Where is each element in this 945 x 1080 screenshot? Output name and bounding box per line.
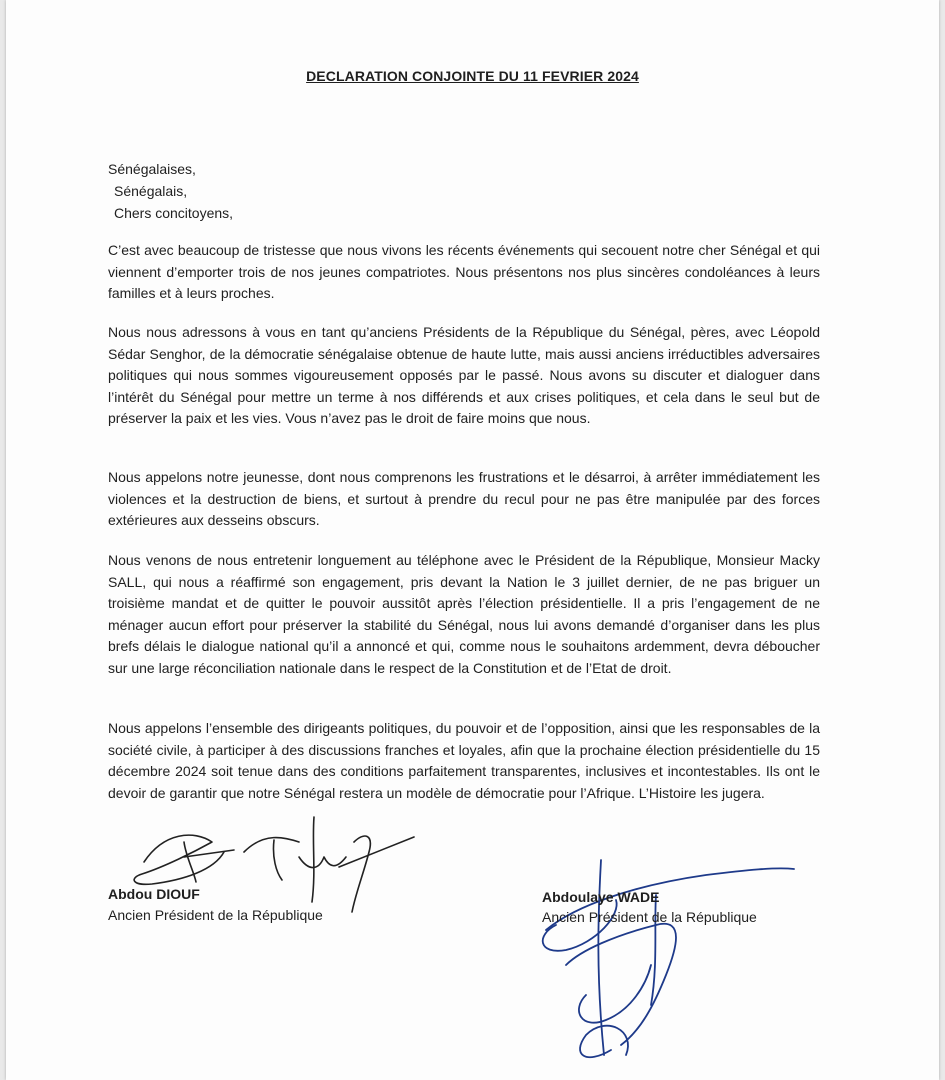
signatory-name: Abdoulaye WADE <box>542 889 660 905</box>
signature-wade-icon <box>526 855 806 1070</box>
document-title: DECLARATION CONJOINTE DU 11 FEVRIER 2024 <box>306 68 639 84</box>
salutation <box>108 158 233 224</box>
signatory-role: Ancien Président de la République <box>108 907 323 923</box>
paragraph-president-call: Nous venons de nous entretenir longuement au téléphone avec le Président de la République, Monsieur Macky SALL, qui nous a réaffirmé son engagement, pris devant la Nation le 3 juillet dernier, de ne pas briguer un troisième mandat et de quitter le pouvoir aussitôt après l’élection présidentielle. Il a pris l’engagement de ne ménager aucun effort pour préserver la stabilité du Sénégal, nous lui avons demandé d’organiser dans les plus brefs délais le dialogue national qu’il a annoncé et qui, comme nous le souhaitons ardemment, devra déboucher sur une large réconciliation nationale dans le respect de la Constitution et de l’Etat de droit. <box>108 552 820 676</box>
paragraph-youth-appeal: Nous appelons notre jeunesse, dont nous comprenons les frustrations et le désarroi, à arrêter immédiatement les violences et la destruction de biens, et surtout à prendre du recul pour ne pas être manipulée par des forces extérieures aux desseins obscurs. <box>108 469 820 529</box>
salutation-line: Sénégalaises, <box>108 161 196 177</box>
signatory-name: Abdou DIOUF <box>108 886 200 902</box>
salutation-line: Chers concitoyens, <box>114 205 234 221</box>
signatory-role: Ancien Président de la République <box>542 909 757 925</box>
salutation-line: Sénégalais, <box>114 183 188 199</box>
paragraph-condolences: C’est avec beaucoup de tristesse que nous vivons les récents événements qui secouent notre cher Sénégal et qui viennent d’emporter trois de nos jeunes compatriotes. Nous présentons nos plus sincères condoléances à leurs familles et à leurs proches. <box>108 242 820 302</box>
paragraph-political-leaders: Nous appelons l’ensemble des dirigeants politiques, du pouvoir et de l’opposition, ainsi que les responsables de la société civile, à participer à des discussions franches et loyales, afin que la prochaine élection présidentielle du 15 décembre 2024 soit tenue dans des conditions parfaitement transparentes, inclusives et incontestables. Ils ont le devoir de garantir que notre Sénégal restera un modèle de démocratie pour l’Afrique. L’Histoire les jugera. <box>108 720 820 801</box>
paragraph-former-presidents: Nous nous adressons à vous en tant qu’anciens Présidents de la République du Sénégal, pères, avec Léopold Sédar Senghor, de la démocratie sénégalaise obtenue de haute lutte, mais aussi anciens irréductibles adversaires politiques qui nous sommes vigoureusement opposés par le passé. Nous avons su discuter et dialoguer dans l’intérêt du Sénégal pour mettre un terme à nos différends et aux crises politiques, et cela dans le seul but de préserver la paix et les vies. Vous n’avez pas le droit de faire moins que nous. <box>108 324 820 427</box>
signature-diouf-icon <box>124 812 464 922</box>
document-page <box>6 0 939 1080</box>
